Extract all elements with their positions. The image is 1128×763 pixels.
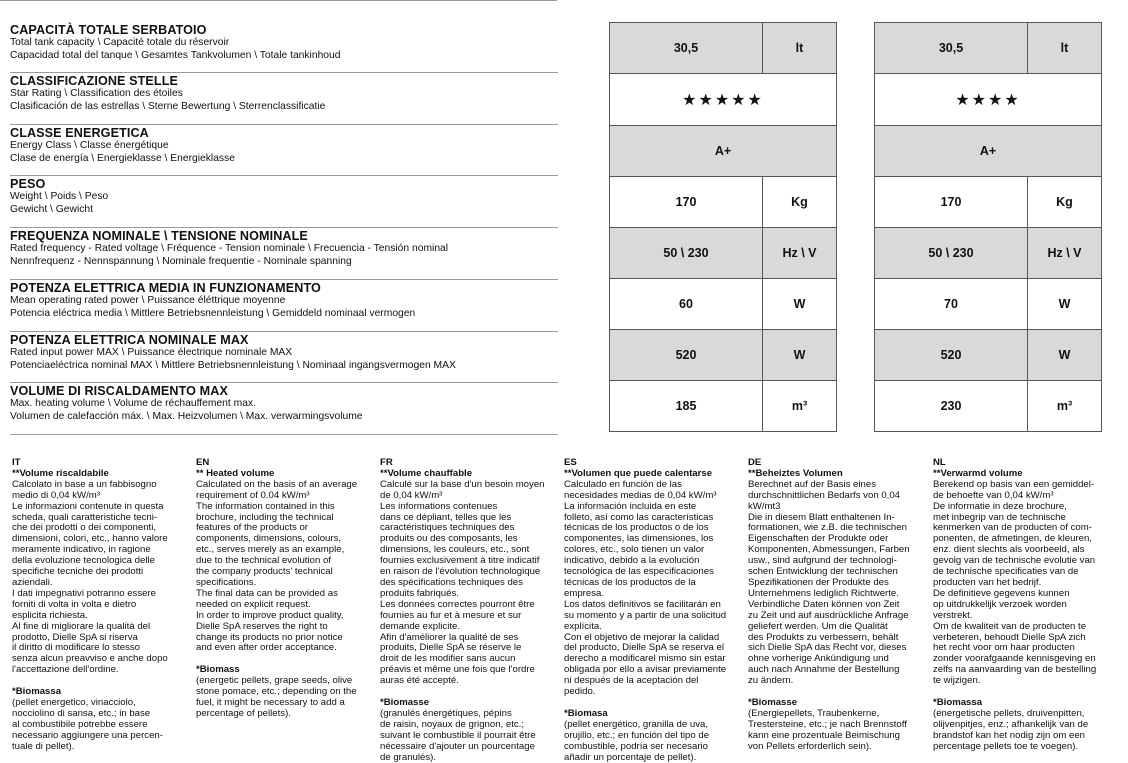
- table-row: [875, 381, 1101, 431]
- max-power-value: 520: [940, 348, 962, 362]
- lang-code: FR: [380, 457, 393, 468]
- table-row: [875, 228, 1101, 279]
- spec-title: PESO: [10, 177, 46, 191]
- spec-subtitle: Clase de energía \ Energieklasse \ Energieklasse: [10, 152, 235, 164]
- table-row: [875, 74, 1101, 126]
- spec-title: VOLUME DI RISCALDAMENTO MAX: [10, 384, 228, 398]
- top-rule: [0, 0, 557, 1]
- model-table-1: [609, 22, 837, 432]
- mean-power-unit: W: [762, 279, 836, 329]
- notes-nl: [933, 458, 1119, 753]
- table-row: [875, 177, 1101, 228]
- spec-title: POTENZA ELETTRICA NOMINALE MAX: [10, 333, 249, 347]
- mean-power-value: 60: [679, 297, 693, 311]
- biomass-heading: *Biomassa: [933, 697, 983, 709]
- table-row: [875, 126, 1101, 177]
- lang-code: ES: [564, 457, 577, 468]
- spec-title: CLASSE ENERGETICA: [10, 126, 149, 140]
- spec-row-max-power: [10, 332, 558, 383]
- biomass-body: (energetic pellets, grape seeds, olive stone pomace, etc.; depending on the fuel, it might be necessary to add a percentage of pellets).: [196, 675, 357, 719]
- notes-en: [196, 458, 374, 720]
- spec-row-frequency-voltage: [10, 228, 558, 280]
- biomass-heading: *Biomasa: [564, 707, 608, 719]
- table-row: [610, 126, 836, 177]
- mean-power-value: 70: [944, 297, 958, 311]
- weight-value: 170: [940, 195, 962, 209]
- note-heading: ** Heated volume: [196, 467, 275, 479]
- spec-subtitle: Max. heating volume \ Volume de réchauffement max.: [10, 398, 256, 409]
- spec-subtitle: Clasificación de las estrellas \ Sterne Bewertung \ Sterrenclassificatie: [10, 100, 326, 112]
- heating-volume-unit: m³: [762, 381, 836, 431]
- biomass-body: (pellet energético, granilla de uva, orujillo, etc.; en función del tipo de combustible, podría ser necesario añadir un porcentaje de pellet).: [564, 718, 710, 763]
- weight-unit: Kg: [762, 177, 836, 227]
- notes-it: [12, 458, 190, 753]
- table-row: [875, 279, 1101, 330]
- spec-subtitle: Mean operating rated power \ Puissance éléttrique moyenne: [10, 295, 286, 306]
- table-row: [610, 228, 836, 279]
- table-row: [610, 177, 836, 228]
- table-row: [610, 23, 836, 74]
- table-row: [610, 330, 836, 381]
- spec-title: CAPACITÀ TOTALE SERBATOIO: [10, 23, 207, 37]
- biomass-body: (pellet energetico, vinacciolo, nocciolino di sansa, etc.; in base al combustibile potrebbe essere necessario aggiungere una percen- tuale di pellet).: [12, 697, 163, 752]
- mean-power-unit: W: [1027, 279, 1101, 329]
- spec-subtitle: Rated input power MAX \ Puissance électrique nominale MAX: [10, 347, 293, 358]
- freq-voltage-unit: Hz \ V: [762, 228, 836, 278]
- max-power-unit: W: [762, 330, 836, 380]
- energy-class-value: A+: [979, 144, 997, 158]
- note-heading: **Verwarmd volume: [933, 467, 1023, 479]
- note-heading: **Volumen que puede calentarse: [564, 467, 713, 479]
- heating-volume-value: 230: [940, 399, 962, 413]
- note-body: Calculé sur la base d'un besoin moyen de 0,04 kW/m³ Les informations contenues dans ce dépliant, telles que les caractéristiques techniques des produits ou des composants, les dimensions, les couleurs, etc., sont fournies exclusivement à titre indicatif en raison de l'évolution technologique des spécifications techniques des produits fabriqués. Les données correctes pourront être fournies au fur et à mesure et sur demande explicite. Afin d'améliorer la qualité de ses produits, Dielle SpA se réserve le droit de les modifier sans aucun préavis et même une fois que l'ordre auras été accepté.: [380, 478, 545, 687]
- note-body: Berekend op basis van een gemiddel- de behoefte van 0,04 kW/m³ De informatie in deze brochure, met inbegrip van de technische kenmerken van de producten of com- ponenten, de afmetingen, de kleuren, enz. dient slechts als voorbeeld, als gevolg van de technische evolutie van de technische specificaties van de producten van het bedrijf. De definitieve gegevens kunnen op uitdrukkelijk verzoek worden verstrekt. Om de kwaliteit van de producten te verbeteren, behoudt Dielle SpA zich het recht voor om haar producten zonder voorafgaande kennisgeving en zelfs na aanvaarding van de bestelling te wijzigen.: [933, 478, 1097, 687]
- note-heading: **Volume chauffable: [380, 467, 473, 479]
- capacity-unit: lt: [1027, 23, 1101, 73]
- table-row: [610, 381, 836, 431]
- note-body: Calcolato in base a un fabbisogno medio di 0,04 kW/m³ Le informazioni contenute in questa scheda, quali caratteristiche tecni- che dei prodotti o dei componenti, dimensioni, colori, etc., hanno valore meramente indicativo, in ragione della evoluzione tecnologica delle specifiche tecniche dei prodotti aziendali. I dati impegnativi potranno essere forniti di volta in volta e dietro esplicita richiesta. Al fine di migliorare la qualità del prodotto, Dielle SpA si riserva il diritto di modificare lo stesso senza alcun preavviso e anche dopo l'accettazione dell'ordine.: [12, 478, 168, 676]
- biomass-heading: *Biomasse: [380, 697, 430, 709]
- star-rating: ★★★★: [955, 91, 1021, 109]
- star-rating: ★★★★★: [682, 91, 764, 109]
- spec-row-weight: [10, 176, 558, 228]
- spec-row-star-rating: [10, 73, 558, 125]
- max-power-unit: W: [1027, 330, 1101, 380]
- weight-unit: Kg: [1027, 177, 1101, 227]
- max-power-value: 520: [675, 348, 697, 362]
- spec-title: CLASSIFICAZIONE STELLE: [10, 74, 179, 88]
- note-heading: **Volume riscaldabile: [12, 467, 109, 479]
- note-body: Calculated on the basis of an average requirement of 0.04 kW/m³ The information contained in this brochure, including the technical features of the products or components, dimensions, colours, etc., serves merely as an example, due to the technical evolution of the company products' technical specifications. The final data can be provided as needed on explicit request. In order to improve product quality, Dielle SpA reserves the right to change its products no prior notice and even after order acceptance.: [196, 478, 358, 654]
- note-heading: **Beheiztes Volumen: [748, 467, 843, 479]
- lang-code: IT: [12, 457, 21, 468]
- note-body: Calculado en función de las necesidades medias de 0,04 kW/m³ La información incluida en este folleto, así como las características técnicas de los productos o de los componentes, las dimensiones, los colores, etc., solo tienen un valor indicativo, debido a la evolución tecnológica de las especificaciones técnicas de los productos de la empresa. Los datos definitivos se facilitarán en su momento y a partir de una solicitud explícita. Con el objetivo de mejorar la calidad del producto, Dielle SpA se reserva el derecho a modificarel mismo sin estar obligada por ello a avisar previamente ni después de la aceptación del pedido.: [564, 478, 727, 698]
- capacity-unit: lt: [762, 23, 836, 73]
- spec-row-energy-class: [10, 125, 558, 176]
- table-row: [610, 279, 836, 330]
- spec-subtitle: Gewicht \ Gewicht: [10, 203, 93, 215]
- lang-code: DE: [748, 457, 762, 468]
- biomass-heading: *Biomasse: [748, 697, 798, 709]
- biomass-heading: *Biomass: [196, 664, 240, 676]
- spec-subtitle: Potenciaeléctrica nominal MAX \ Mittlere Betriebsnennleistung \ Nominaal ingangsvermogen MAX: [10, 359, 456, 371]
- spec-subtitle: Nennfrequenz - Nennspannung \ Nominale frequentie - Nominale spanning: [10, 255, 352, 267]
- freq-voltage-unit: Hz \ V: [1027, 228, 1101, 278]
- note-body: Berechnet auf der Basis eines durchschnittlichen Bedarfs von 0,04 kW/mt3 Die in diesem Blatt enthaltenen In- formationen, wie z.B. die technischen Eigenschaften der Produkte oder Komponenten, Abmessungen, Farben usw., sind aufgrund der technologi- schen Entwicklung der technischen Spezifikationen der Produkte des Unternehmens lediglich Richtwerte. Verbindliche Daten können von Zeit zu Zeit und auf ausdrückliche Anfrage geliefert werden. Um die Qualität des Produkts zu verbessern, behält sich Dielle SpA das Recht vor, dieses ohne vorherige Ankündigung und auch nach Annahme der Bestellung zu ändern.: [748, 478, 910, 687]
- spec-subtitle: Potencia eléctrica media \ Mittlere Betriebsnennleistung \ Gemiddeld nominaal vermogen: [10, 307, 416, 319]
- table-row: [875, 330, 1101, 381]
- lang-code: EN: [196, 457, 210, 468]
- spec-subtitle: Weight \ Poids \ Peso: [10, 191, 109, 202]
- spec-row-tank-capacity: [10, 22, 558, 73]
- heating-volume-value: 185: [675, 399, 697, 413]
- spec-subtitle: Volumen de calefacción máx. \ Max. Heizvolumen \ Max. verwarmingsvolume: [10, 410, 363, 422]
- biomass-body: (Energiepellets, Traubenkerne, Trestersteine, etc.; je nach Brennstoff kann eine prozentuale Beimischung von Pellets erforderlich sein).: [748, 707, 907, 752]
- spec-title: FREQUENZA NOMINALE \ TENSIONE NOMINALE: [10, 229, 308, 243]
- spec-row-heating-volume: [10, 383, 558, 435]
- notes-de: [748, 458, 926, 753]
- freq-voltage-value: 50 \ 230: [928, 246, 974, 260]
- spec-subtitle: Rated frequency - Rated voltage \ Fréquence - Tension nominale \ Frecuencia - Tensión nominal: [10, 243, 449, 254]
- notes-es: [564, 458, 742, 763]
- table-row: [875, 23, 1101, 74]
- table-row: [610, 74, 836, 126]
- spec-subtitle: Capacidad total del tanque \ Gesamtes Tankvolumen \ Totale tankinhoud: [10, 49, 341, 61]
- spec-subtitle: Energy Class \ Classe énergétique: [10, 140, 169, 151]
- spec-title: POTENZA ELETTRICA MEDIA IN FUNZIONAMENTO: [10, 281, 321, 295]
- biomass-heading: *Biomassa: [12, 686, 62, 698]
- heating-volume-unit: m³: [1027, 381, 1101, 431]
- model-table-2: [874, 22, 1102, 432]
- weight-value: 170: [675, 195, 697, 209]
- lang-code: NL: [933, 457, 946, 468]
- biomass-body: (granulés énergétiques, pépins de raisin, noyaux de grignon, etc.; suivant le combustible il pourrait être nécessaire d'ajouter un pourcentage de granulés).: [380, 707, 536, 763]
- notes-fr: [380, 458, 558, 763]
- capacity-value: 30,5: [938, 41, 964, 55]
- spec-subtitle: Total tank capacity \ Capacité totale du réservoir: [10, 37, 230, 48]
- capacity-value: 30,5: [673, 41, 699, 55]
- spec-row-mean-power: [10, 280, 558, 332]
- biomass-body: (energetische pellets, druivenpitten, olijvenpitjes, enz.; afhankelijk van de brandstof kan het nodig zijn om een percentage pellets toe te voegen).: [933, 707, 1089, 752]
- spec-subtitle: Star Rating \ Classification des étoiles: [10, 88, 183, 99]
- freq-voltage-value: 50 \ 230: [663, 246, 709, 260]
- energy-class-value: A+: [714, 144, 732, 158]
